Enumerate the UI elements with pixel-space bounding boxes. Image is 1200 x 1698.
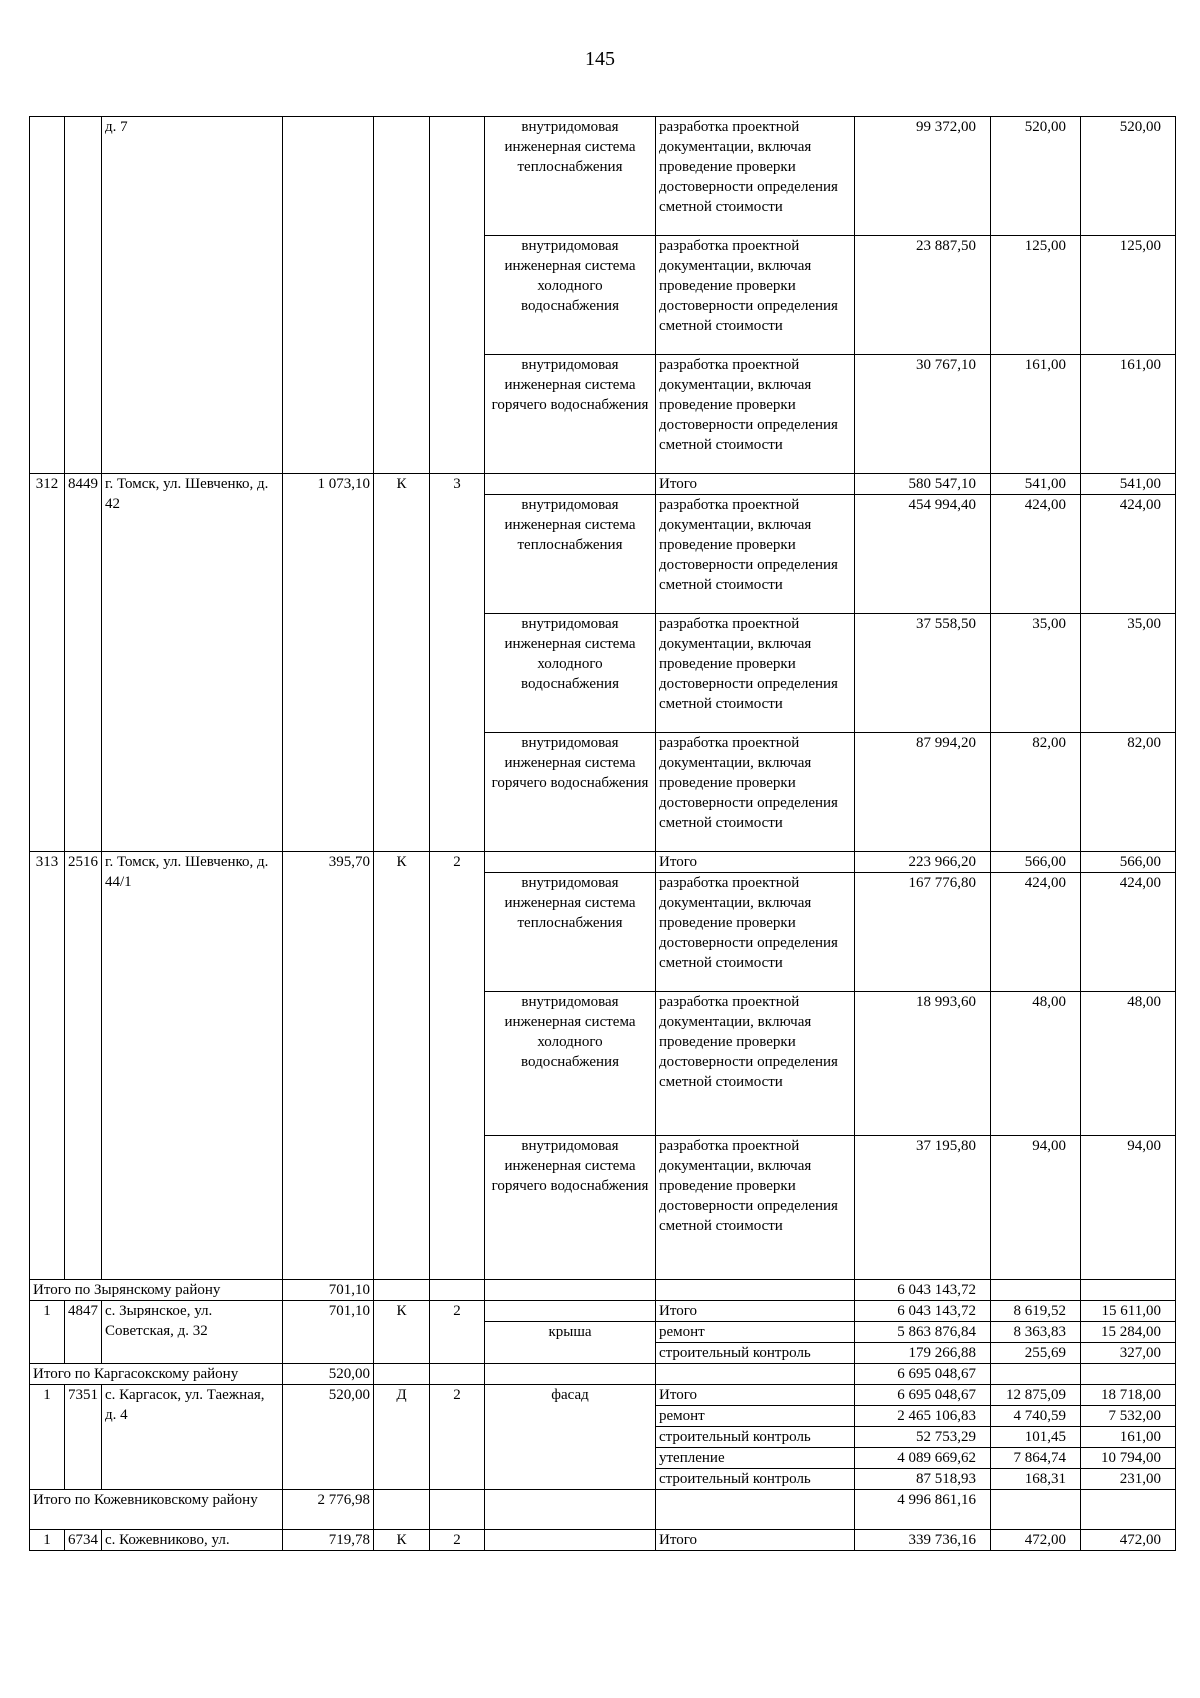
system-name: внутридомовая инженерная система теплоснабжения xyxy=(485,873,656,992)
cost-value: 30 767,10 xyxy=(855,355,991,474)
district-sum: 4 996 861,16 xyxy=(855,1490,991,1530)
work-type: разработка проектной документации, включая проведение проверки достоверности определения сметной стоимости xyxy=(656,117,855,236)
work-type: ремонт xyxy=(656,1406,855,1427)
district-area: 2 776,98 xyxy=(283,1490,374,1530)
table-row xyxy=(30,852,1176,873)
cost-value: 4 089 669,62 xyxy=(855,1448,991,1469)
work-type: разработка проектной документации, включая проведение проверки достоверности определения сметной стоимости xyxy=(656,992,855,1136)
unit-cost-value: 12 875,09 xyxy=(991,1385,1081,1406)
unit-cost-value: 424,00 xyxy=(991,873,1081,992)
district-sum: 6 043 143,72 xyxy=(855,1280,991,1301)
cost-value: 6 695 048,67 xyxy=(855,1385,991,1406)
work-type: строительный контроль xyxy=(656,1427,855,1448)
work-type: разработка проектной документации, включая проведение проверки достоверности определения сметной стоимости xyxy=(656,495,855,614)
limit-cost-value: 48,00 xyxy=(1081,992,1176,1136)
limit-cost-value: 15 284,00 xyxy=(1081,1322,1176,1343)
limit-cost-value: 541,00 xyxy=(1081,474,1176,495)
row-number: 313 xyxy=(30,852,65,1280)
cost-value: 99 372,00 xyxy=(855,117,991,236)
house-address: с. Каргасок, ул. Таежная, д. 4 xyxy=(102,1385,283,1490)
unit-cost-value: 48,00 xyxy=(991,992,1081,1136)
cost-value: 37 558,50 xyxy=(855,614,991,733)
house-area: 719,78 xyxy=(283,1530,374,1551)
row-number: 1 xyxy=(30,1530,65,1551)
district-total-label: Итого по Каргасокскому району xyxy=(30,1364,283,1385)
cost-value: 454 994,40 xyxy=(855,495,991,614)
unit-cost-value: 472,00 xyxy=(991,1530,1081,1551)
floor-count: 2 xyxy=(430,1530,485,1551)
row-number: 1 xyxy=(30,1385,65,1490)
floor-count: 2 xyxy=(430,1385,485,1490)
cost-value: 2 465 106,83 xyxy=(855,1406,991,1427)
cost-value: 23 887,50 xyxy=(855,236,991,355)
work-type: Итого xyxy=(656,1385,855,1406)
limit-cost-value: 424,00 xyxy=(1081,495,1176,614)
work-type: Итого xyxy=(656,1530,855,1551)
floor-count: 3 xyxy=(430,474,485,852)
system-name: внутридомовая инженерная система горячего водоснабжения xyxy=(485,355,656,474)
wall-material: К xyxy=(374,474,430,852)
limit-cost-value: 10 794,00 xyxy=(1081,1448,1176,1469)
limit-cost-value: 520,00 xyxy=(1081,117,1176,236)
system-name: крыша xyxy=(485,1322,656,1364)
unit-cost-value: 255,69 xyxy=(991,1343,1081,1364)
cost-value: 580 547,10 xyxy=(855,474,991,495)
work-type: строительный контроль xyxy=(656,1343,855,1364)
cost-value: 179 266,88 xyxy=(855,1343,991,1364)
capital-repair-table xyxy=(29,116,1176,1551)
table-row xyxy=(30,474,1176,495)
system-name: внутридомовая инженерная система теплоснабжения xyxy=(485,495,656,614)
limit-cost-value: 424,00 xyxy=(1081,873,1176,992)
system-name: внутридомовая инженерная система горячего водоснабжения xyxy=(485,733,656,852)
work-type: строительный контроль xyxy=(656,1469,855,1490)
unit-cost-value: 520,00 xyxy=(991,117,1081,236)
limit-cost-value: 15 611,00 xyxy=(1081,1301,1176,1322)
unit-cost-value: 82,00 xyxy=(991,733,1081,852)
district-total-row xyxy=(30,1280,1176,1301)
limit-cost-value: 94,00 xyxy=(1081,1136,1176,1280)
unit-cost-value: 161,00 xyxy=(991,355,1081,474)
unit-cost-value: 566,00 xyxy=(991,852,1081,873)
limit-cost-value: 125,00 xyxy=(1081,236,1176,355)
district-sum: 6 695 048,67 xyxy=(855,1364,991,1385)
cost-value: 37 195,80 xyxy=(855,1136,991,1280)
house-address: д. 7 xyxy=(102,117,283,474)
work-type: утепление xyxy=(656,1448,855,1469)
unit-cost-value: 94,00 xyxy=(991,1136,1081,1280)
limit-cost-value: 18 718,00 xyxy=(1081,1385,1176,1406)
district-area: 520,00 xyxy=(283,1364,374,1385)
house-area: 395,70 xyxy=(283,852,374,1280)
house-area: 701,10 xyxy=(283,1301,374,1364)
unit-cost-value: 424,00 xyxy=(991,495,1081,614)
work-type: ремонт xyxy=(656,1322,855,1343)
house-code: 4847 xyxy=(65,1301,102,1364)
cost-value: 18 993,60 xyxy=(855,992,991,1136)
cost-value: 167 776,80 xyxy=(855,873,991,992)
house-code: 2516 xyxy=(65,852,102,1280)
district-area: 701,10 xyxy=(283,1280,374,1301)
system-name: внутридомовая инженерная система холодного водоснабжения xyxy=(485,614,656,733)
unit-cost-value: 4 740,59 xyxy=(991,1406,1081,1427)
table-row xyxy=(30,1385,1176,1406)
work-type: разработка проектной документации, включая проведение проверки достоверности определения сметной стоимости xyxy=(656,236,855,355)
system-name: фасад xyxy=(485,1385,656,1490)
wall-material: К xyxy=(374,852,430,1280)
limit-cost-value: 161,00 xyxy=(1081,355,1176,474)
house-address: г. Томск, ул. Шевченко, д. 42 xyxy=(102,474,283,852)
system-name: внутридомовая инженерная система холодного водоснабжения xyxy=(485,236,656,355)
work-type: Итого xyxy=(656,852,855,873)
system-name: внутридомовая инженерная система теплоснабжения xyxy=(485,117,656,236)
row-number: 1 xyxy=(30,1301,65,1364)
system-name: внутридомовая инженерная система холодного водоснабжения xyxy=(485,992,656,1136)
limit-cost-value: 161,00 xyxy=(1081,1427,1176,1448)
district-total-row xyxy=(30,1364,1176,1385)
table-row xyxy=(30,1301,1176,1322)
house-code: 7351 xyxy=(65,1385,102,1490)
limit-cost-value: 35,00 xyxy=(1081,614,1176,733)
cost-value: 339 736,16 xyxy=(855,1530,991,1551)
work-type: разработка проектной документации, включая проведение проверки достоверности определения сметной стоимости xyxy=(656,733,855,852)
cost-value: 87 994,20 xyxy=(855,733,991,852)
house-address: г. Томск, ул. Шевченко, д. 44/1 xyxy=(102,852,283,1280)
limit-cost-value: 327,00 xyxy=(1081,1343,1176,1364)
cost-value: 5 863 876,84 xyxy=(855,1322,991,1343)
district-total-row xyxy=(30,1490,1176,1530)
house-address: с. Кожевниково, ул. xyxy=(102,1530,283,1551)
system-name: внутридомовая инженерная система горячего водоснабжения xyxy=(485,1136,656,1280)
page-number: 145 xyxy=(585,48,615,70)
limit-cost-value: 472,00 xyxy=(1081,1530,1176,1551)
cost-value: 87 518,93 xyxy=(855,1469,991,1490)
house-code: 8449 xyxy=(65,474,102,852)
unit-cost-value: 101,45 xyxy=(991,1427,1081,1448)
work-type: разработка проектной документации, включая проведение проверки достоверности определения сметной стоимости xyxy=(656,614,855,733)
house-area: 1 073,10 xyxy=(283,474,374,852)
limit-cost-value: 231,00 xyxy=(1081,1469,1176,1490)
table-row xyxy=(30,117,1176,236)
work-type: Итого xyxy=(656,474,855,495)
limit-cost-value: 7 532,00 xyxy=(1081,1406,1176,1427)
wall-material: К xyxy=(374,1530,430,1551)
unit-cost-value: 7 864,74 xyxy=(991,1448,1081,1469)
floor-count: 2 xyxy=(430,852,485,1280)
limit-cost-value: 82,00 xyxy=(1081,733,1176,852)
unit-cost-value: 8 619,52 xyxy=(991,1301,1081,1322)
work-type: разработка проектной документации, включая проведение проверки достоверности определения сметной стоимости xyxy=(656,1136,855,1280)
cost-value: 223 966,20 xyxy=(855,852,991,873)
cost-value: 6 043 143,72 xyxy=(855,1301,991,1322)
work-type: разработка проектной документации, включая проведение проверки достоверности определения сметной стоимости xyxy=(656,355,855,474)
wall-material: К xyxy=(374,1301,430,1364)
district-total-label: Итого по Кожевниковскому району xyxy=(30,1490,283,1530)
unit-cost-value: 168,31 xyxy=(991,1469,1081,1490)
house-code: 6734 xyxy=(65,1530,102,1551)
house-area: 520,00 xyxy=(283,1385,374,1490)
row-number: 312 xyxy=(30,474,65,852)
cost-value: 52 753,29 xyxy=(855,1427,991,1448)
work-type: Итого xyxy=(656,1301,855,1322)
work-type: разработка проектной документации, включая проведение проверки достоверности определения сметной стоимости xyxy=(656,873,855,992)
unit-cost-value: 541,00 xyxy=(991,474,1081,495)
unit-cost-value: 35,00 xyxy=(991,614,1081,733)
unit-cost-value: 8 363,83 xyxy=(991,1322,1081,1343)
district-total-label: Итого по Зырянскому району xyxy=(30,1280,283,1301)
house-address: с. Зырянское, ул. Советская, д. 32 xyxy=(102,1301,283,1364)
limit-cost-value: 566,00 xyxy=(1081,852,1176,873)
floor-count: 2 xyxy=(430,1301,485,1364)
wall-material: Д xyxy=(374,1385,430,1490)
table-row xyxy=(30,1530,1176,1551)
unit-cost-value: 125,00 xyxy=(991,236,1081,355)
